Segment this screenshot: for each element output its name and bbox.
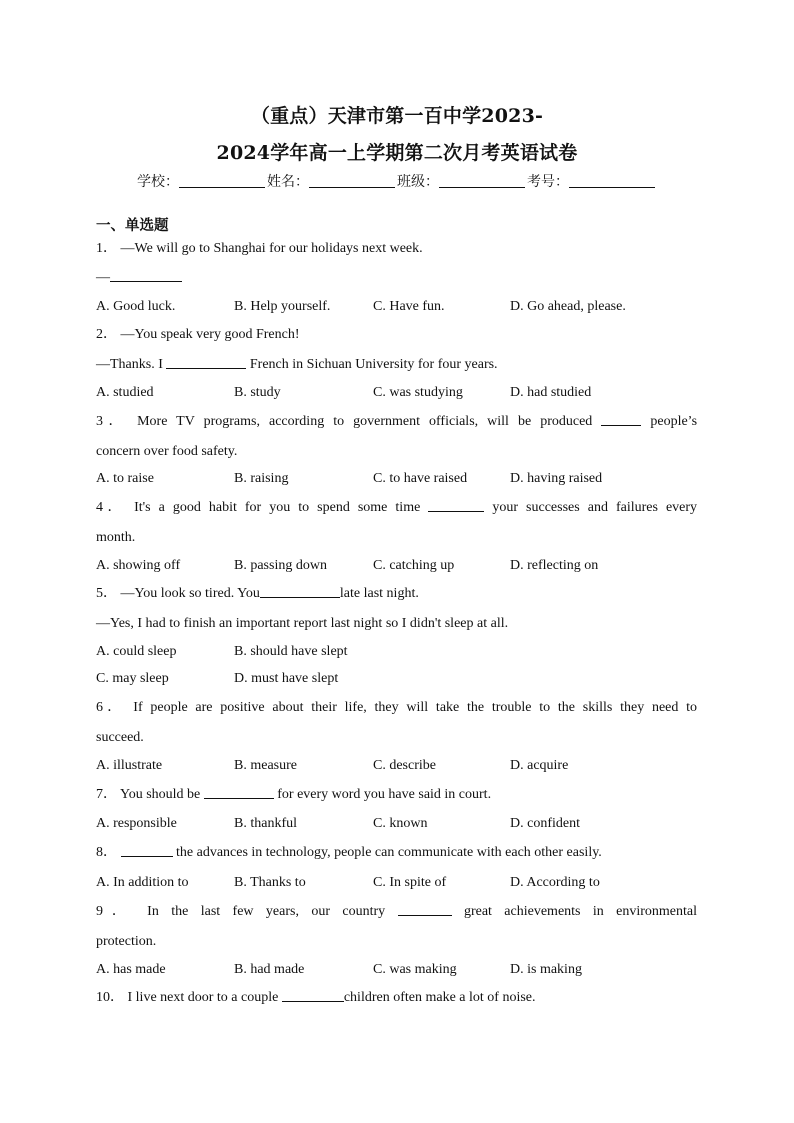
answer-blank[interactable] xyxy=(398,902,452,916)
option-d[interactable]: D. reflecting on xyxy=(510,558,599,573)
question-8-stem: 8． the advances in technology, people can communicate with each other easily. xyxy=(96,845,602,860)
name-label: 姓名： xyxy=(267,174,309,190)
question-10-stem: 10． I live next door to a couple children often make a lot of noise. xyxy=(96,990,536,1005)
option-a[interactable]: A. showing off xyxy=(96,558,181,573)
answer-blank[interactable] xyxy=(166,355,246,369)
school-field[interactable] xyxy=(179,173,265,188)
question-7-stem: 7． You should be for every word you have said in court. xyxy=(96,787,492,802)
option-b[interactable]: B. passing down xyxy=(234,558,327,573)
question-1-stem: 1． —We will go to Shanghai for our holidays next week. xyxy=(96,241,423,256)
option-d[interactable]: D. confident xyxy=(510,816,580,831)
option-c[interactable]: C. known xyxy=(373,816,428,831)
answer-blank[interactable] xyxy=(601,412,641,426)
question-3-stem-line2: concern over food safety. xyxy=(96,444,238,459)
question-5-stem-line2: —Yes, I had to finish an important report last night so I didn't sleep at all. xyxy=(96,616,509,631)
option-a[interactable]: A. Good luck. xyxy=(96,299,176,314)
option-d[interactable]: D. Go ahead, please. xyxy=(510,299,626,314)
question-9-stem-line2: protection. xyxy=(96,934,157,949)
question-1-answer-line: — xyxy=(96,268,697,288)
option-b[interactable]: B. thankful xyxy=(234,816,297,831)
answer-blank[interactable] xyxy=(110,268,182,282)
option-d[interactable]: D. acquire xyxy=(510,758,569,773)
question-3-stem: 3． More TV programs, according to government officials, will be produced people’s xyxy=(96,414,698,429)
question-6-stem-line2: succeed. xyxy=(96,730,144,745)
class-label: 班级： xyxy=(397,174,439,190)
option-b[interactable]: B. Thanks to xyxy=(234,875,306,890)
exam-number-label: 考号： xyxy=(527,174,569,190)
option-d[interactable]: D. having raised xyxy=(510,471,603,486)
option-c[interactable]: C. Have fun. xyxy=(373,299,445,314)
school-label: 学校： xyxy=(137,174,179,190)
option-a[interactable]: A. could sleep xyxy=(96,644,177,659)
option-c[interactable]: C. to have raised xyxy=(373,471,468,486)
answer-blank[interactable] xyxy=(428,498,484,512)
exam-number-field[interactable] xyxy=(569,173,655,188)
option-b[interactable]: B. Help yourself. xyxy=(234,299,331,314)
option-a[interactable]: A. responsible xyxy=(96,816,177,831)
answer-blank[interactable] xyxy=(121,843,173,857)
question-4-stem: 4． It's a good habit for you to spend some time your successes and failures every xyxy=(96,500,698,515)
option-d[interactable]: D. According to xyxy=(510,875,600,890)
option-b[interactable]: B. should have slept xyxy=(234,644,348,659)
option-c[interactable]: C. was making xyxy=(373,962,457,977)
option-b[interactable]: B. study xyxy=(234,385,281,400)
name-field[interactable] xyxy=(309,173,395,188)
option-a[interactable]: A. has made xyxy=(96,962,166,977)
option-d[interactable]: D. must have slept xyxy=(234,671,339,686)
option-c[interactable]: C. describe xyxy=(373,758,436,773)
option-d[interactable]: D. is making xyxy=(510,962,582,977)
exam-title-line2: 2024学年高一上学期第二次月考英语试卷 xyxy=(216,142,578,164)
question-4-stem-line2: month. xyxy=(96,530,136,545)
class-field[interactable] xyxy=(439,173,525,188)
question-5-stem: 5． —You look so tired. You late last night. xyxy=(96,586,419,601)
exam-title-line1: （重点）天津市第一百中学2023- xyxy=(250,105,544,127)
option-b[interactable]: B. raising xyxy=(234,471,289,486)
option-a[interactable]: A. studied xyxy=(96,385,154,400)
section-title: 一、单选题 xyxy=(96,218,169,234)
option-a[interactable]: A. illustrate xyxy=(96,758,163,773)
question-2-stem: 2． —You speak very good French! xyxy=(96,327,300,342)
option-a[interactable]: A. to raise xyxy=(96,471,154,486)
answer-blank[interactable] xyxy=(260,584,340,598)
question-2-stem-line2: —Thanks. I French in Sichuan University for four years. xyxy=(96,357,498,372)
option-d[interactable]: D. had studied xyxy=(510,385,592,400)
option-c[interactable]: C. In spite of xyxy=(373,875,447,890)
option-c[interactable]: C. catching up xyxy=(373,558,455,573)
option-c[interactable]: C. may sleep xyxy=(96,671,169,686)
question-9-stem: 9． In the last few years, our country great achievements in environmental xyxy=(96,904,698,919)
option-c[interactable]: C. was studying xyxy=(373,385,463,400)
answer-blank[interactable] xyxy=(282,988,344,1002)
question-6-stem: 6． If people are positive about their life, they will take the trouble to the skills they need to xyxy=(96,700,698,715)
option-b[interactable]: B. had made xyxy=(234,962,305,977)
option-a[interactable]: A. In addition to xyxy=(96,875,189,890)
student-info-row xyxy=(0,171,794,191)
answer-blank[interactable] xyxy=(204,785,274,799)
option-b[interactable]: B. measure xyxy=(234,758,297,773)
